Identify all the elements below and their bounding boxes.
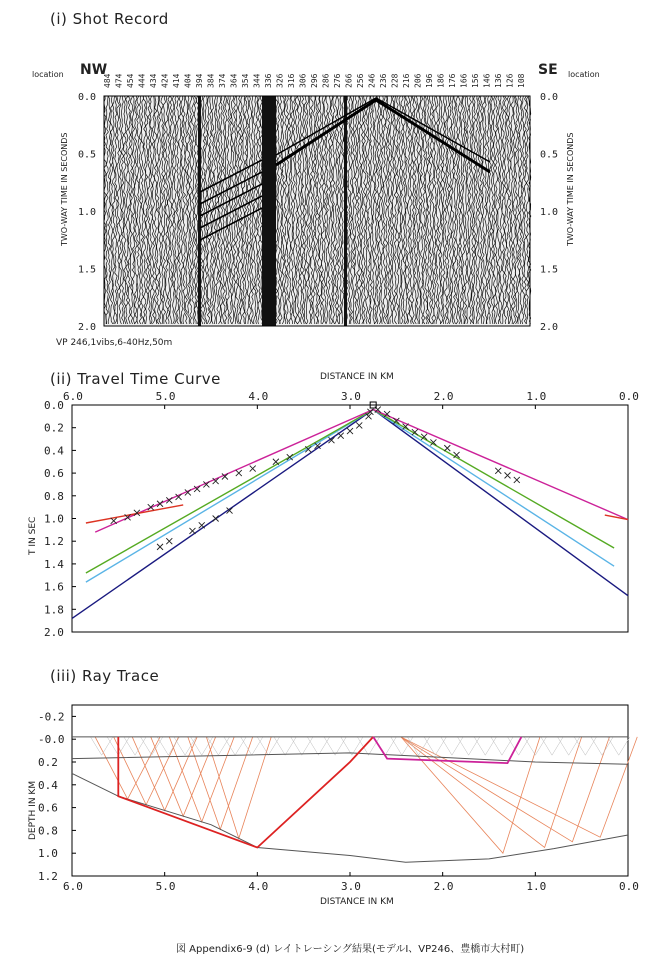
ray-path [591, 737, 613, 755]
tt-y-tick-label: 0.8 [44, 489, 64, 503]
location-tick: 266 [344, 73, 354, 88]
rt-y-tick-label: -0.0 [38, 733, 65, 747]
time-tick-right: 1.0 [540, 207, 559, 218]
ray-path [401, 737, 637, 837]
tt-x-tick-label: 6.0 [63, 390, 83, 403]
ray-path [441, 737, 463, 755]
ray-path [374, 737, 396, 755]
nw-label: NW [80, 62, 108, 78]
rt-x-tick-label: 0.0 [619, 880, 639, 893]
location-label-left: location [32, 70, 64, 79]
tt-y-tick-label: 0.4 [44, 444, 64, 458]
ray-trace-title: (iii) Ray Trace [50, 667, 160, 685]
location-tick: 354 [241, 73, 250, 88]
ray-path [151, 737, 216, 816]
tt-y-tick-label: 0.6 [44, 467, 64, 481]
location-tick: 166 [459, 73, 469, 88]
location-tick: 108 [517, 73, 526, 88]
time-tick-left: 2.0 [78, 322, 97, 333]
time-tick-left: 0.0 [78, 92, 97, 103]
travel-time-title: (ii) Travel Time Curve [50, 370, 221, 388]
location-tick: 276 [333, 73, 342, 88]
rt-y-tick-label: 0.8 [38, 824, 58, 838]
rt-y-tick-label: 0.6 [38, 801, 58, 815]
location-tick: 484 [103, 73, 112, 88]
rt-y-tick-label: 0.2 [38, 756, 58, 769]
shot-record-title: (i) Shot Record [50, 10, 169, 28]
rt-x-tick-label: 3.0 [341, 880, 361, 893]
location-tick: 256 [356, 73, 365, 88]
ray-path [291, 737, 313, 755]
time-tick-left: 1.5 [78, 264, 97, 276]
location-tick: 206 [413, 73, 423, 88]
location-tick: 326 [275, 73, 285, 88]
ray-path [132, 737, 197, 811]
tt-x-tick-label: 3.0 [341, 390, 361, 403]
figure-caption: 図 Appendix6-9 (d) レイトレーシング結果(モデルⅠ、VP246、豊橋市大村町) [176, 944, 525, 955]
ray-path [357, 737, 379, 755]
ray-path [541, 737, 563, 755]
time-tick-left: 1.0 [78, 207, 97, 218]
tt-y-tick-label: 0.0 [44, 399, 64, 412]
location-tick: 296 [310, 73, 319, 88]
rt-x-tick-label: 5.0 [155, 880, 176, 893]
ray-path [491, 737, 513, 755]
se-label: SE [538, 62, 558, 78]
location-tick: 364 [229, 73, 239, 88]
location-tick: 434 [149, 73, 158, 88]
time-axis-label-left: TWO-WAY TIME IN SECONDS [60, 132, 69, 246]
location-tick: 394 [195, 73, 204, 88]
ray-trace-ylabel: DEPTH IN KM [28, 780, 38, 840]
location-tick: 414 [172, 73, 181, 88]
time-tick-right: 0.5 [540, 149, 559, 161]
ray-path [124, 737, 146, 755]
ray-path [157, 737, 179, 755]
location-tick: 146 [482, 73, 492, 88]
location-tick: 344 [252, 73, 262, 88]
rt-x-tick-label: 1.0 [526, 880, 547, 893]
rt-y-tick-label: -0.2 [38, 710, 65, 724]
location-tick: 236 [379, 73, 388, 88]
ray-path [608, 737, 630, 755]
location-tick: 216 [402, 73, 411, 88]
ray-path [324, 737, 346, 755]
time-tick-right: 1.5 [540, 264, 559, 276]
tt-y-tick-label: 2.0 [44, 626, 64, 639]
tt-y-tick-label: 1.8 [44, 603, 64, 617]
tt-x-tick-label: 4.0 [248, 390, 269, 403]
tt-y-tick-label: 0.2 [44, 421, 64, 435]
ray-path [188, 737, 253, 829]
location-tick: 196 [425, 73, 434, 88]
tt-x-tick-label: 1.0 [526, 390, 547, 403]
location-tick: 186 [436, 73, 446, 88]
location-tick: 336 [264, 73, 273, 88]
ray-trace-xlabel: DISTANCE IN KM [320, 897, 394, 907]
tt-x-tick-label: 0.0 [619, 390, 639, 403]
time-tick-right: 0.0 [540, 92, 559, 103]
layer-boundary [72, 773, 628, 862]
ray-path [574, 737, 596, 755]
tt-y-tick-label: 1.2 [44, 535, 64, 549]
travel-time-top-xlabel: DISTANCE IN KM [320, 372, 394, 382]
ray-fan [95, 737, 637, 853]
rt-y-tick-label: 0.4 [38, 778, 58, 792]
main-ray [373, 737, 521, 763]
ray-path [274, 737, 296, 755]
location-tick: 176 [448, 73, 457, 88]
tt-x-tick-label: 5.0 [155, 390, 176, 403]
time-tick-left: 0.5 [78, 149, 97, 161]
ray-path [424, 737, 446, 755]
location-tick: 424 [160, 73, 170, 88]
location-tick: 156 [471, 73, 480, 88]
tt-y-tick-label: 1.0 [44, 512, 64, 526]
ray-path [508, 737, 530, 755]
rt-y-tick-label: 1.2 [38, 870, 58, 883]
time-tick-right: 2.0 [540, 322, 559, 333]
location-tick: 474 [114, 73, 124, 88]
location-tick: 228 [390, 73, 400, 88]
tt-x-tick-label: 2.0 [433, 390, 454, 403]
location-tick: 306 [298, 73, 308, 88]
ray-path [206, 737, 271, 838]
tt-y-tick-label: 1.6 [44, 580, 64, 594]
location-tick: 384 [206, 73, 216, 88]
location-tick: 404 [183, 73, 193, 88]
location-tick: 136 [494, 73, 503, 88]
rt-x-tick-label: 6.0 [63, 880, 83, 893]
location-tick: 316 [287, 73, 296, 88]
rt-x-tick-label: 4.0 [248, 880, 269, 893]
location-tick: 454 [126, 73, 135, 88]
ray-path [307, 737, 329, 755]
location-tick: 374 [218, 73, 227, 88]
travel-time-ylabel: T IN SEC [28, 516, 38, 555]
ray-path [207, 737, 229, 755]
location-tick: 444 [137, 73, 147, 88]
shot-info: VP 246,1vibs,6-40Hz,50m [56, 338, 173, 348]
location-tick: 286 [321, 73, 331, 88]
location-tick: 246 [367, 73, 377, 88]
ray-path [169, 737, 234, 822]
tt-y-tick-label: 1.4 [44, 557, 64, 571]
location-tick: 126 [505, 73, 515, 88]
ray-path [474, 737, 496, 755]
ray-path [224, 737, 246, 755]
rt-x-tick-label: 2.0 [433, 880, 454, 893]
location-label-right: location [568, 70, 600, 79]
rt-y-tick-label: 1.0 [38, 847, 58, 861]
time-axis-label-right: TWO-WAY TIME IN SECONDS [566, 132, 575, 246]
ray-path [391, 737, 413, 755]
ray-path [91, 737, 113, 755]
ray-path [457, 737, 479, 755]
